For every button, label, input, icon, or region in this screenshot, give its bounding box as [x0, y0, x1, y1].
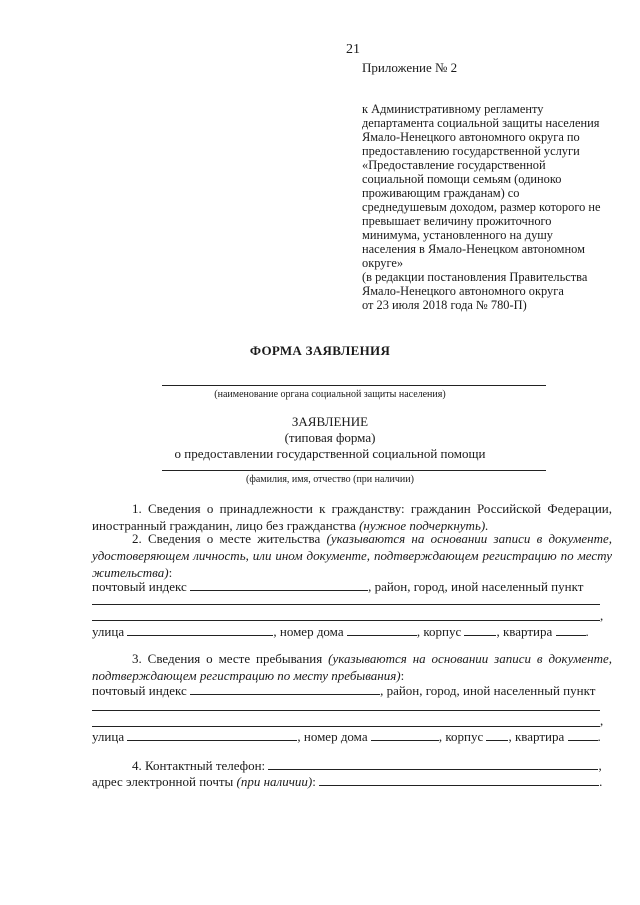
email-row: адрес электронной почты (при наличии): .	[92, 774, 603, 789]
settlement-label: , район, город, иной населенный пункт	[368, 579, 584, 594]
email-label: адрес электронной почты	[92, 774, 234, 789]
citizenship-note: (нужное подчеркнуть).	[359, 518, 489, 533]
appendix-line: населения в Ямало-Ненецком автономном	[362, 242, 585, 256]
residence-building-field[interactable]	[464, 623, 496, 636]
statement-subtitle: (типовая форма)	[284, 430, 376, 445]
residence-street-field[interactable]	[127, 623, 273, 636]
comma-mark: ,	[600, 608, 604, 623]
statement-about: о предоставлении государственной социальной помощи	[174, 446, 486, 461]
phone-row: 4. Контактный телефон: ,	[132, 758, 602, 773]
stay-house-field[interactable]	[371, 728, 439, 741]
appendix-title: Приложение № 2	[362, 60, 458, 75]
page-number: 21	[346, 42, 360, 57]
email-field[interactable]	[319, 773, 599, 786]
residence-apartment-field[interactable]	[556, 623, 586, 636]
section-stay: 3. Сведения о месте пребывания (указываются на основании записи в документе, подтверждающем регистрацию по месту пребывания):	[92, 651, 613, 683]
appendix-line: (в редакции постановления Правительства	[362, 270, 588, 284]
stay-settlement-field[interactable]	[92, 710, 600, 711]
apartment-label: , квартира	[496, 624, 553, 639]
house-label: , номер дома	[297, 729, 368, 744]
comma-mark: ,	[600, 713, 604, 728]
section-citizenship	[92, 500, 612, 534]
residence-postal-row	[92, 578, 583, 595]
stay-note: (указываются на основании записи в документе, подтверждающем регистрацию по месту пребывания)	[92, 651, 613, 683]
stay-street-field[interactable]	[127, 728, 297, 741]
appendix-line: Ямало-Ненецкого автономного округа по	[362, 130, 580, 144]
citizenship-text: 1. Сведения о принадлежности к гражданству: гражданин Российской Федерации, иностранный гражданин, лицо без гражданства	[92, 501, 612, 533]
form-title: ФОРМА ЗАЯВЛЕНИЯ	[249, 343, 391, 358]
appendix-line: проживающим гражданам) со	[362, 186, 520, 200]
stay-street-row: улица , номер дома , корпус , квартира .	[92, 729, 601, 744]
appendix-line: «Предоставление государственной	[362, 158, 546, 172]
appendix-line: превышает величину прожиточного	[362, 214, 552, 228]
residence-postal-index-field[interactable]	[190, 578, 368, 591]
applicant-name-field[interactable]	[162, 470, 546, 471]
stay-postal-index-field[interactable]	[190, 682, 380, 695]
stay-apartment-field[interactable]	[568, 728, 598, 741]
building-label: , корпус	[438, 729, 484, 744]
email-note: (при наличии)	[236, 774, 313, 789]
appendix-line: от 23 июля 2018 года № 780-П)	[362, 298, 527, 312]
stay-building-field[interactable]	[486, 728, 508, 741]
org-name-caption: (наименование органа социальной защиты населения)	[214, 389, 446, 400]
statement-title: ЗАЯВЛЕНИЕ	[291, 414, 369, 429]
appendix-line: минимума, установленного на душу	[362, 228, 554, 242]
applicant-name-caption: (фамилия, имя, отчество (при наличии)	[246, 474, 414, 485]
appendix-reference	[362, 102, 601, 312]
stay-lead: 3. Сведения о месте пребывания	[132, 651, 323, 666]
postal-index-label: почтовый индекс	[92, 683, 187, 698]
apartment-label: , квартира	[508, 729, 565, 744]
house-label: , номер дома	[273, 624, 344, 639]
residence-lead: 2. Сведения о месте жительства	[132, 531, 321, 546]
street-label: улица	[92, 729, 125, 744]
postal-index-label: почтовый индекс	[92, 579, 187, 594]
residence-house-field[interactable]	[347, 623, 417, 636]
appendix-line: социальной помощи семьям (одиноко	[362, 172, 562, 186]
phone-field[interactable]	[268, 757, 598, 770]
org-name-field[interactable]	[162, 385, 546, 386]
section-residence: 2. Сведения о месте жительства (указываются на основании записи в документе, удостоверяющем личность, или ином документе, подтверждающем регистрацию по месту жительства):	[92, 531, 612, 580]
appendix-line: департамента социальной защиты населения	[362, 116, 600, 130]
residence-note: (указываются на основании записи в документе, удостоверяющем личность, или ином документе, подтверждающем регистрацию по месту жительства)	[92, 531, 612, 580]
appendix-line: среднедушевым доходом, размер которого не	[362, 200, 601, 214]
residence-settlement-field-2[interactable]	[92, 620, 600, 621]
residence-settlement-field[interactable]	[92, 604, 600, 605]
street-label: улица	[92, 624, 125, 639]
residence-street-row: улица , номер дома , корпус , квартира .	[92, 624, 589, 639]
stay-settlement-field-2[interactable]	[92, 726, 600, 727]
appendix-line: Ямало-Ненецкого автономного округа	[362, 284, 564, 298]
appendix-line: предоставлению государственной услуги	[362, 144, 580, 158]
phone-label: 4. Контактный телефон:	[132, 758, 266, 773]
settlement-label: , район, город, иной населенный пункт	[380, 683, 596, 698]
appendix-line: округе»	[362, 256, 404, 270]
stay-postal-row	[92, 682, 595, 699]
building-label: , корпус	[416, 624, 462, 639]
appendix-line: к Административному регламенту	[362, 102, 544, 116]
